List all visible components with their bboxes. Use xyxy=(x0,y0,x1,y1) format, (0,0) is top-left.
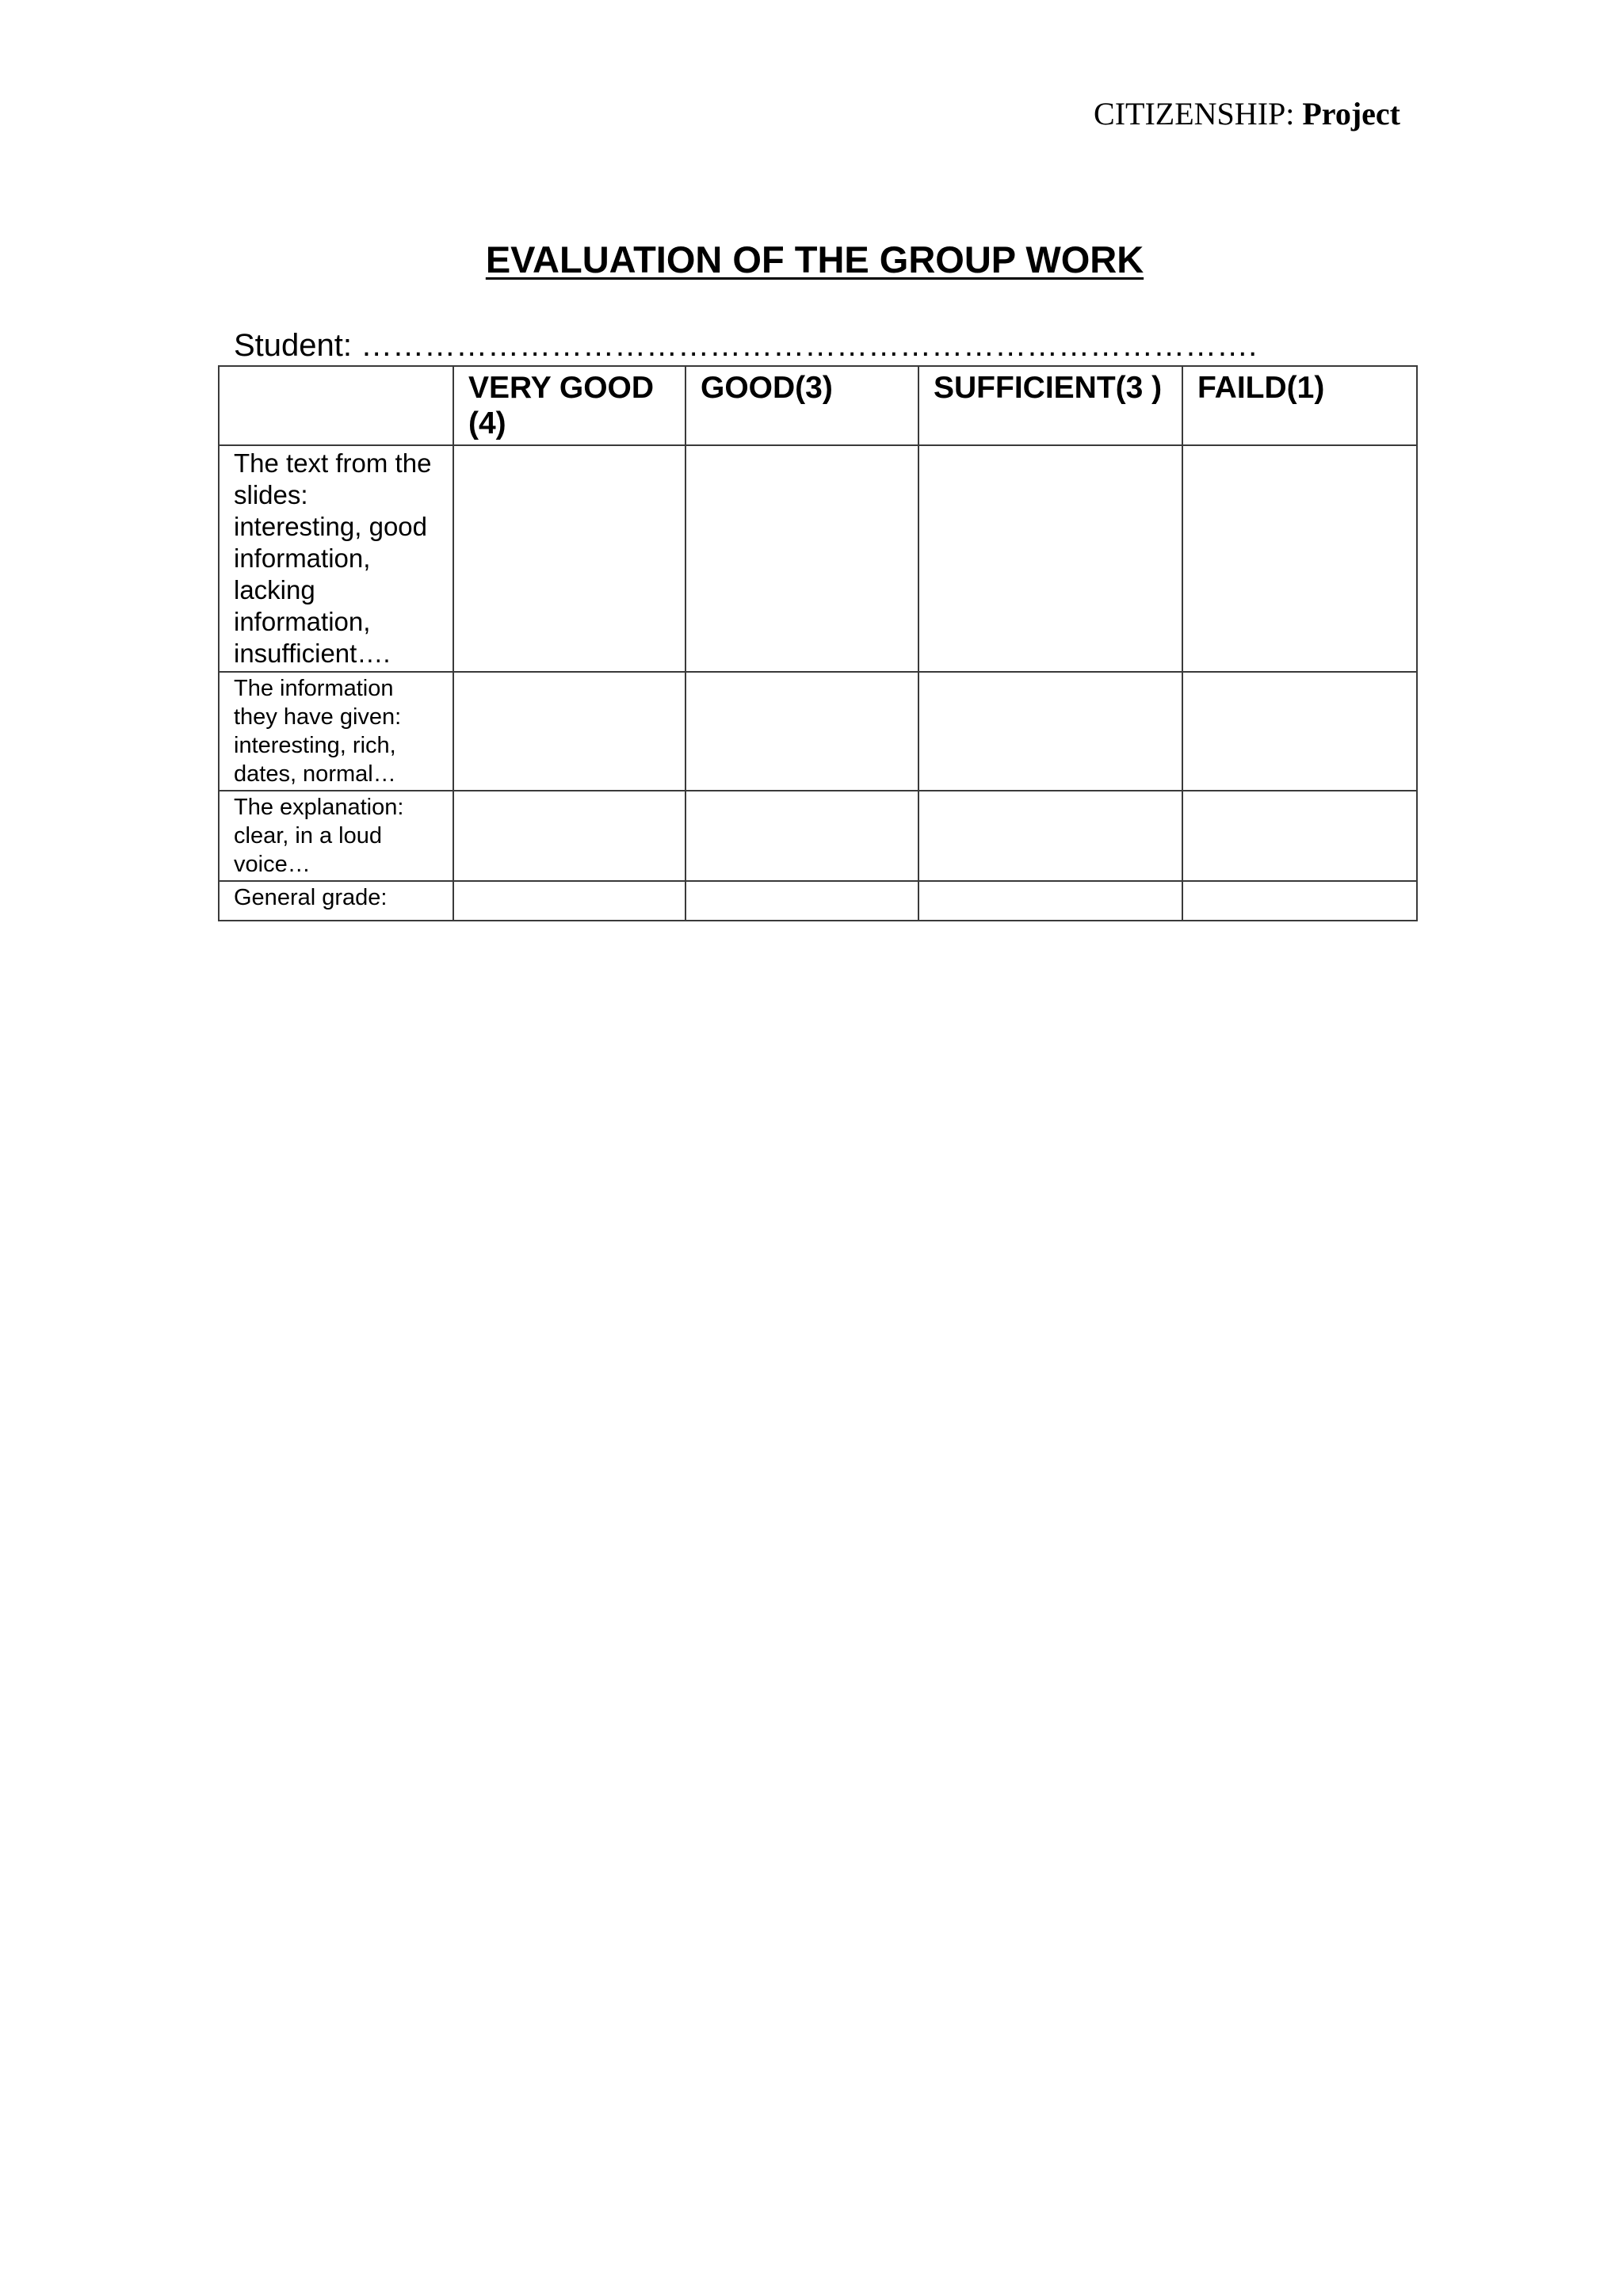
grade-cell[interactable] xyxy=(918,791,1182,881)
grade-cell[interactable] xyxy=(453,791,685,881)
grade-cell[interactable] xyxy=(918,672,1182,791)
table-row xyxy=(219,881,1417,921)
grade-cell[interactable] xyxy=(685,672,918,791)
grade-cell[interactable] xyxy=(685,791,918,881)
table-row xyxy=(219,672,1417,791)
criterion-cell: The text from the slides: interesting, good information, lacking information, insufficient…. xyxy=(219,445,453,672)
grade-cell[interactable] xyxy=(918,445,1182,672)
page-header xyxy=(1094,95,1400,133)
grade-cell[interactable] xyxy=(918,881,1182,921)
header-type: Project xyxy=(1302,96,1400,132)
table-header-row xyxy=(219,366,1417,445)
grade-cell[interactable] xyxy=(453,445,685,672)
header-cell-good: GOOD(3) xyxy=(685,366,918,445)
criterion-cell: General grade: xyxy=(219,881,453,921)
header-cell-sufficient: SUFFICIENT(3 ) xyxy=(918,366,1182,445)
criterion-cell: The explanation: clear, in a loud voice… xyxy=(219,791,453,881)
header-subject: CITIZENSHIP: xyxy=(1094,96,1295,132)
grade-cell[interactable] xyxy=(1182,445,1417,672)
table-row xyxy=(219,445,1417,672)
header-cell-empty xyxy=(219,366,453,445)
grade-cell[interactable] xyxy=(453,881,685,921)
grade-cell[interactable] xyxy=(1182,672,1417,791)
grade-cell[interactable] xyxy=(685,445,918,672)
header-cell-failed: FAILD(1) xyxy=(1182,366,1417,445)
grade-cell[interactable] xyxy=(453,672,685,791)
page-title: EVALUATION OF THE GROUP WORK xyxy=(485,238,1144,280)
grade-cell[interactable] xyxy=(685,881,918,921)
grade-cell[interactable] xyxy=(1182,881,1417,921)
table-row xyxy=(219,791,1417,881)
criterion-cell: The information they have given: interesting, rich, dates, normal… xyxy=(219,672,453,791)
grade-cell[interactable] xyxy=(1182,791,1417,881)
student-line: Student: …………………………………………………………………………. xyxy=(234,328,1258,363)
header-cell-very-good: VERY GOOD (4) xyxy=(453,366,685,445)
evaluation-table xyxy=(218,365,1418,921)
